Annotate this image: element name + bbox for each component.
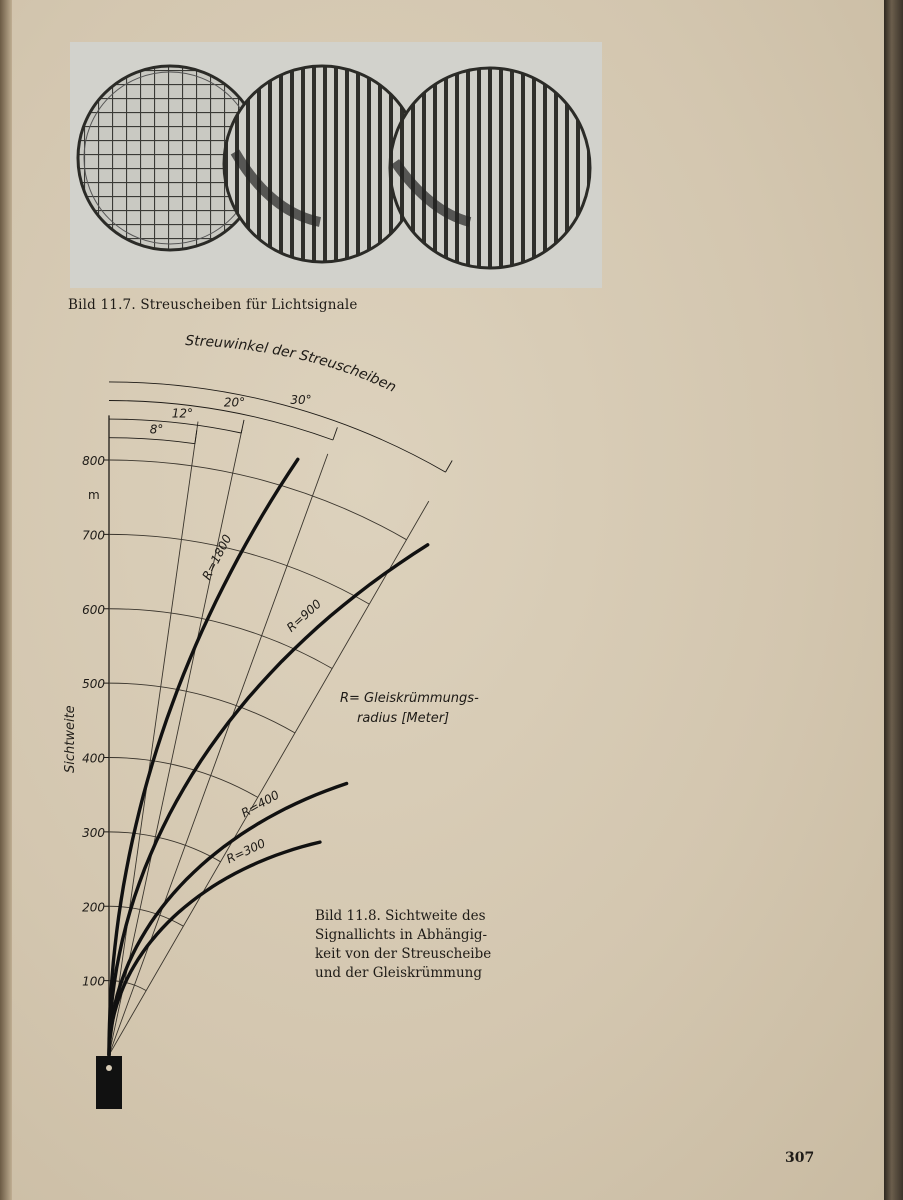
series-label: R=400 [238,787,282,821]
page-number: 307 [785,1150,815,1166]
y-tick-label: 400 [82,751,105,766]
grid-arc [109,534,369,604]
y-axis-unit: m [88,488,100,502]
angle-dimension-arc [109,438,195,444]
angle-dimensions [109,382,452,472]
radius-annotation-line1: R= Gleiskrümmungs- [340,691,479,706]
series-curve [109,784,347,1056]
angle-dimension-tick [241,420,244,433]
grid-arc [109,683,295,733]
grid-arc [109,460,407,540]
y-tick-label: 100 [82,974,105,989]
angle-dimension-arc [109,419,241,433]
y-tick-label: 300 [82,825,105,840]
series-label: R=900 [283,596,325,635]
y-tick-label: 700 [82,528,105,543]
series-curve [109,842,320,1055]
signal-icon [96,1056,122,1109]
grid-arc [109,832,221,862]
radius-annotation-line2: radius [Meter] [357,711,450,726]
series-label: R=1800 [199,532,235,583]
y-tick-label: 500 [82,677,105,692]
chart-title: Streuwinkel der Streuscheiben [184,332,399,396]
figure-11-8-caption: Bild 11.8. Sichtweite des Signallichts in Abhängig- keit von der Streuscheibe und der Gleiskrümmung [315,908,492,981]
angle-dimension-tick [195,430,197,443]
y-tick-label: 600 [82,602,105,617]
angle-label: 8° [149,422,164,437]
angle-label: 12° [171,406,194,421]
series-label: R=300 [224,836,268,867]
angle-label: 20° [223,395,246,410]
angle-label: 30° [290,392,312,407]
y-axis-ticks [82,454,105,989]
y-tick-label: 200 [82,900,105,915]
spread-ray [109,422,198,1055]
angle-dimension-tick [446,461,453,473]
angle-dimension-tick [333,427,338,440]
y-tick-label: 800 [82,454,105,468]
y-axis-label: Sichtweite [63,705,78,773]
figure-11-7-caption: Bild 11.7. Streuscheiben für Lichtsignale [68,297,358,313]
